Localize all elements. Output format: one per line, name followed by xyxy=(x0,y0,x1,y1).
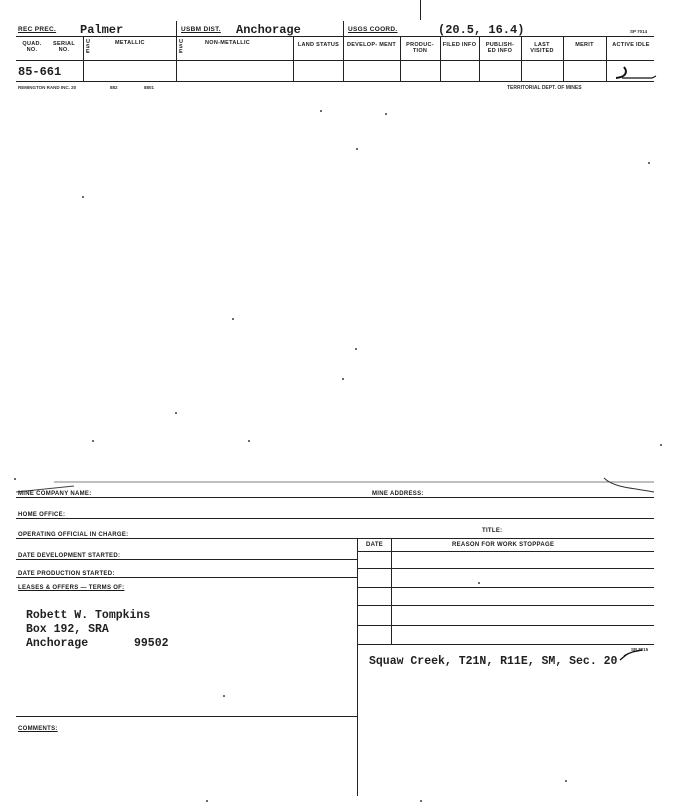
col-quad-no: QUAD. NO. xyxy=(22,41,42,53)
owner-zip: 99502 xyxy=(134,637,169,650)
check-mark-icon xyxy=(612,64,658,84)
usgs-coord-label: USGS COORD. xyxy=(348,26,398,33)
col-filed-info: FILED INFO xyxy=(442,42,477,48)
col-published-info: PUBLISH- ED INFO xyxy=(485,42,515,54)
usgs-coord-value: (20.5, 16.4) xyxy=(438,23,525,37)
form-number: SP 7014 xyxy=(630,29,648,34)
leases-offers-label: LEASES & OFFERS — TERMS OF: xyxy=(18,585,125,591)
footer-dept: TERRITORIAL DEPT. OF MINES xyxy=(507,85,582,91)
date-development-started-label: DATE DEVELOPMENT STARTED: xyxy=(18,553,121,559)
col-land-status: LAND STATUS xyxy=(297,42,340,48)
location-text: Squaw Creek, T21N, R11E, SM, Sec. 20 xyxy=(369,655,618,668)
col-non-metallic: NON-METALLIC xyxy=(205,40,251,46)
owner-name: Robett W. Tompkins xyxy=(26,609,151,622)
quad-value: 85-661 xyxy=(18,65,62,79)
operating-official-label: OPERATING OFFICIAL IN CHARGE: xyxy=(18,532,129,538)
mine-company-name-label: MINE COMPANY NAME: xyxy=(18,491,92,497)
usbm-dist-label: USBM DIST. xyxy=(181,26,221,33)
stoppage-reason-label: REASON FOR WORK STOPPAGE xyxy=(452,542,555,548)
stoppage-date-label: DATE xyxy=(366,542,384,548)
check-mark-icon xyxy=(618,648,644,664)
card-top-edge xyxy=(14,474,664,498)
footer-printer: REMINGTON RAND INC. 20 xyxy=(18,85,77,90)
col-merit: MERIT xyxy=(575,42,594,48)
bottom-form-number: SP 7015 xyxy=(631,647,649,652)
mine-address-label: MINE ADDRESS: xyxy=(372,491,424,497)
col-active-idle: ACTIVE IDLE xyxy=(612,42,650,48)
usbm-dist-value: Anchorage xyxy=(236,23,301,37)
col-metallic: METALLIC xyxy=(115,40,145,46)
home-office-label: HOME OFFICE: xyxy=(18,512,66,518)
col-serial-no: SERIAL NO. xyxy=(53,41,75,53)
rec-prec-value: Palmer xyxy=(80,23,124,37)
owner-box: Box 192, SRA xyxy=(26,623,109,636)
col-development: DEVELOP- MENT xyxy=(346,42,397,48)
col-last-visited: LAST VISITED xyxy=(530,42,554,54)
col-production: PRODUC- TION xyxy=(406,42,434,54)
rec-prec-label: REC PREC. xyxy=(18,26,57,33)
date-production-started-label: DATE PRODUCTION STARTED: xyxy=(18,571,115,577)
footer-num2: 8801 xyxy=(144,85,155,90)
title-label: TITLE: xyxy=(482,528,503,534)
footer-num1: 882 xyxy=(110,85,118,90)
col-use-metallic: U S E xyxy=(86,39,91,56)
col-use-nonmetallic: U S E xyxy=(179,39,184,56)
owner-city: Anchorage xyxy=(26,637,89,650)
card-edge-mark xyxy=(420,0,421,20)
comments-label: COMMENTS: xyxy=(18,726,58,732)
